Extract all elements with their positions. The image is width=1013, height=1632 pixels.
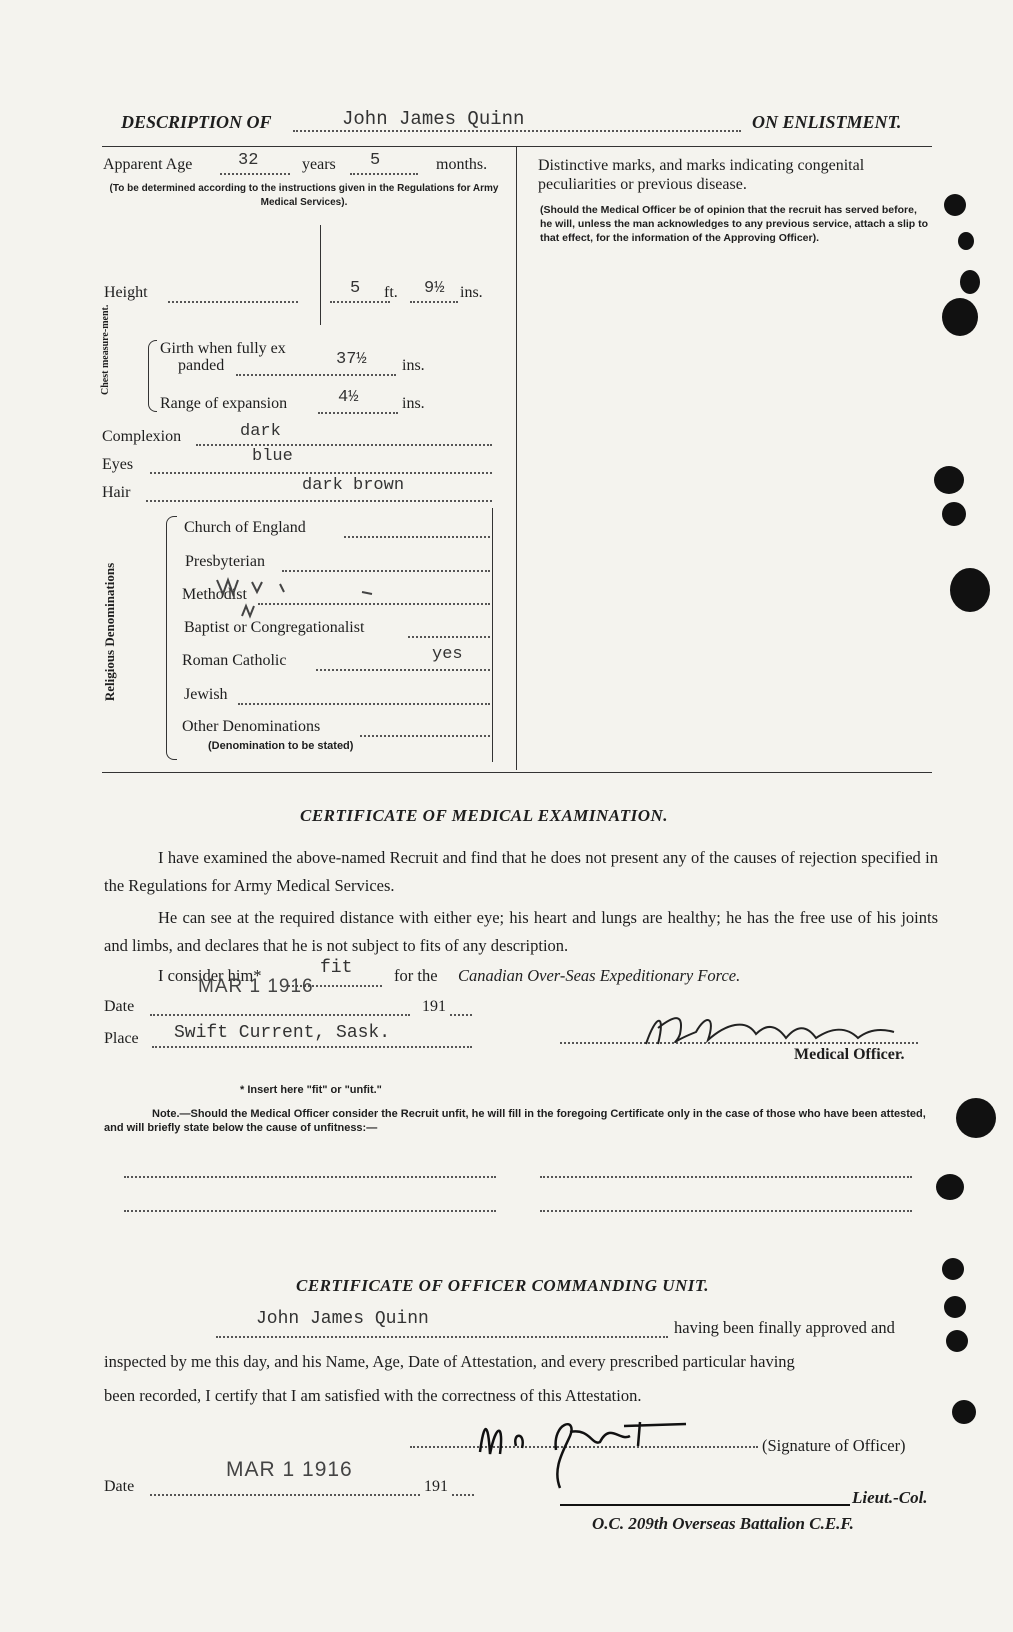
recruit-name-line <box>293 130 741 132</box>
co-date-label: Date <box>104 1478 135 1495</box>
apparent-age-label: Apparent Age <box>103 156 193 173</box>
binding-hole <box>942 1258 964 1280</box>
religion-presbyterian: Presbyterian <box>185 553 265 570</box>
place-label: Place <box>104 1030 139 1047</box>
coe-line <box>344 536 490 538</box>
consider-suffix: for the <box>394 966 438 985</box>
denomination-scribble <box>212 570 422 640</box>
ins-label-height: ins. <box>460 284 483 301</box>
medical-certificate-title: CERTIFICATE OF MEDICAL EXAMINATION. <box>300 806 669 825</box>
eyes-line <box>150 472 492 474</box>
religion-other: Other Denominations <box>182 718 321 735</box>
chest-brace <box>148 340 157 412</box>
medical-date-label: Date <box>104 998 135 1015</box>
medical-date-stamp: MAR 1 1916 <box>198 976 314 997</box>
height-in-line <box>410 301 458 303</box>
binding-hole <box>942 298 978 336</box>
footnote: * Insert here "fit" or "unfit." <box>240 1084 382 1096</box>
religion-jewish: Jewish <box>184 686 228 703</box>
jewish-line <box>238 703 490 705</box>
complexion-value: dark <box>240 422 281 441</box>
unfit-cause-line-2a <box>124 1210 496 1212</box>
eyes-value: blue <box>252 447 293 466</box>
ins-label-girth: ins. <box>402 357 425 374</box>
binding-hole <box>952 1400 976 1424</box>
girth-value: 37½ <box>336 350 367 369</box>
binding-hole <box>958 232 974 250</box>
height-divider <box>320 225 321 325</box>
religion-brace <box>166 516 177 760</box>
other-note: (Denomination to be stated) <box>208 740 354 752</box>
height-in: 9½ <box>424 279 445 298</box>
place-line <box>152 1046 472 1048</box>
co-year-line <box>452 1494 474 1496</box>
top-rule <box>102 146 932 147</box>
column-divider <box>516 146 517 770</box>
co-recruit-name: John James Quinn <box>256 1309 429 1329</box>
hair-label: Hair <box>102 484 131 501</box>
other-line <box>360 735 490 737</box>
hair-line <box>146 500 492 502</box>
religion-right-rule <box>492 508 493 762</box>
description-of-label: DESCRIPTION OF <box>121 112 272 132</box>
binding-hole <box>934 466 964 494</box>
complexion-line <box>196 444 492 446</box>
medical-officer-title: Medical Officer. <box>794 1046 905 1063</box>
complexion-label: Complexion <box>102 428 182 445</box>
roman-catholic-line <box>316 669 490 671</box>
height-ft: 5 <box>350 279 361 298</box>
unfit-cause-line-1b <box>540 1176 912 1178</box>
co-unit: O.C. 209th Overseas Battalion C.E.F. <box>592 1514 854 1533</box>
medical-para-1: I have examined the above-named Recruit and find that he does not present any of the causes of rejection specified in the Regulations for Army Medical Services. <box>104 848 938 895</box>
binding-hole <box>944 1296 966 1318</box>
height-label: Height <box>104 284 148 301</box>
medical-year-prefix: 191 <box>422 998 446 1015</box>
commanding-officer-signature <box>460 1402 720 1494</box>
hair-value: dark brown <box>302 476 405 495</box>
roman-catholic-value: yes <box>432 645 463 664</box>
range-value: 4½ <box>338 388 359 407</box>
height-leader <box>168 301 298 303</box>
co-year-prefix: 191 <box>424 1478 448 1495</box>
commanding-certificate-title: CERTIFICATE OF OFFICER COMMANDING UNIT. <box>296 1276 709 1295</box>
religion-methodist: Methodist <box>182 586 247 603</box>
girth-line <box>236 374 396 376</box>
medical-para-2: He can see at the required distance with either eye; his heart and lungs are healthy; he has the free use of his joints and limbs, and declares that he is not subject to fits of any description. <box>104 908 938 955</box>
religion-church-of-england: Church of England <box>184 519 306 536</box>
recruit-name: John James Quinn <box>342 108 525 130</box>
on-enlistment-label: ON ENLISTMENT. <box>752 112 902 132</box>
age-months-line <box>350 173 418 175</box>
binding-hole <box>946 1330 968 1352</box>
ft-label: ft. <box>384 284 398 301</box>
medical-year-line <box>450 1014 472 1016</box>
co-line2: inspected by me this day, and his Name, Age, Date of Attestation, and every prescribed particular having <box>104 1352 795 1371</box>
place-value: Swift Current, Sask. <box>174 1023 391 1043</box>
distinctive-marks-note: (Should the Medical Officer be of opinion that the recruit has served before, he will, unless the man acknowledges to any previous service, attach a slip to that effect, for the information of the Approving Officer). <box>540 204 929 244</box>
medical-date-line <box>150 1014 410 1016</box>
chest-measurement-label: Chest measure-ment. <box>100 304 111 395</box>
rank-signature-rule <box>560 1504 850 1506</box>
binding-hole <box>936 1174 964 1200</box>
binding-hole <box>942 502 966 526</box>
co-rank: Lieut.-Col. <box>852 1488 928 1507</box>
binding-hole <box>944 194 966 216</box>
religion-baptist: Baptist or Congregationalist <box>184 619 365 636</box>
age-years: 32 <box>238 151 259 170</box>
co-recruit-name-line <box>216 1336 668 1338</box>
distinctive-marks-heading: Distinctive marks, and marks indicating congenital peculiarities or previous disease. <box>538 157 865 193</box>
religion-roman-catholic: Roman Catholic <box>182 652 287 669</box>
unfit-note: Note.—Should the Medical Officer consider the Recruit unfit, he will fill in the foregoing Certificate only in the case of those who have been attested, and will briefly state below the cause of unfitness:— <box>104 1108 926 1134</box>
binding-hole <box>960 270 980 294</box>
consider-prefix: I consider him* <box>158 966 262 985</box>
co-date-line <box>150 1494 420 1496</box>
age-years-line <box>220 173 290 175</box>
height-ft-line <box>330 301 390 303</box>
years-label: years <box>302 156 336 173</box>
binding-hole <box>950 568 990 612</box>
ins-label-range: ins. <box>402 395 425 412</box>
age-months: 5 <box>370 151 381 170</box>
unfit-cause-line-2b <box>540 1210 912 1212</box>
religious-denominations-label: Religious Denominations <box>102 562 117 702</box>
girth-label-1: Girth when fully ex <box>160 340 286 357</box>
girth-label-2: panded <box>178 357 225 374</box>
range-line <box>318 412 398 414</box>
force-name: Canadian Over-Seas Expeditionary Force. <box>458 966 741 985</box>
age-note: (To be determined according to the instructions given in the Regulations for Army Medical Services). <box>109 183 499 208</box>
eyes-label: Eyes <box>102 456 134 473</box>
co-signature-label: (Signature of Officer) <box>762 1436 906 1455</box>
binding-hole <box>956 1098 996 1138</box>
fit-value: fit <box>320 958 353 978</box>
range-label: Range of expansion <box>160 395 288 412</box>
description-bottom-rule <box>102 772 932 773</box>
unfit-cause-line-1a <box>124 1176 496 1178</box>
co-line1-suffix: having been finally approved and <box>674 1318 895 1337</box>
co-line3: been recorded, I certify that I am satisfied with the correctness of this Attestation. <box>104 1386 642 1405</box>
co-date-stamp: MAR 1 1916 <box>226 1458 353 1481</box>
months-label: months. <box>436 156 488 173</box>
